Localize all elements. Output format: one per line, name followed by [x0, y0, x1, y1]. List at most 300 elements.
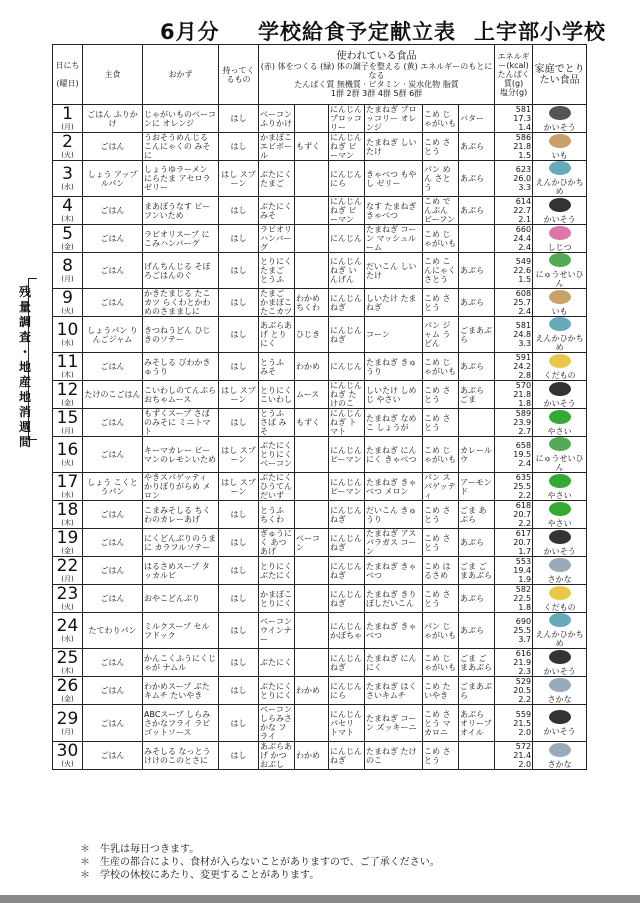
staple-cell: ごはん: [83, 225, 143, 253]
food-icon: [549, 437, 571, 451]
ingredient-cell-g5: こめ さとう: [423, 585, 459, 613]
food-icon: [549, 586, 571, 600]
ingredient-cell-g4: たまねぎ きゃべつ: [365, 557, 423, 585]
family-cell: かいそう: [533, 529, 587, 557]
note-1: ＊ 牛乳は毎日つきます。: [80, 844, 200, 855]
table-row: [53, 705, 587, 742]
table-row: [53, 649, 587, 677]
ingredient-cell-g2: もずく: [295, 133, 329, 161]
ingredient-cell-g3: にんじん ねぎ: [329, 557, 365, 585]
ingredient-cell-g1: ぶたにく ひうてん だいず: [259, 473, 295, 501]
ingredient-cell-g4: たまねぎ なめこ しょうが: [365, 409, 423, 437]
table-row: [53, 529, 587, 557]
day-cell: 5 (金): [53, 225, 83, 253]
family-cell: かいそう: [533, 705, 587, 742]
day-cell: 1 (月): [53, 105, 83, 133]
col-ingredients: 使われている食品 (赤) 体をつくる (緑) 体の調子を整える (黄) エネルギーのもとになる たんぱく質 無機質 · ビタミン · 炭水化物 脂質 1群 2群 3群 4群 5群 6群: [259, 45, 495, 105]
ingredient-cell-g3: にんじん ねぎ: [329, 529, 365, 557]
ingredient-cell-g5: パン スパゲッティ: [423, 473, 459, 501]
ingredient-cell-g2: わかめ ちくわ: [295, 289, 329, 317]
food-icon: [549, 226, 571, 240]
side-label-char: 地: [18, 360, 31, 374]
ingredient-cell-g4: しいたけ しめじ やさい: [365, 381, 423, 409]
ingredient-cell-g1: ぶたにく みそ: [259, 197, 295, 225]
ingredient-cell-g2: [295, 225, 329, 253]
ingredient-cell-g5: パン めん さとう: [423, 161, 459, 197]
ingredient-cell-g1: ぶたにく とりにく: [259, 677, 295, 705]
family-cell: えんかひかちめ: [533, 613, 587, 649]
side-cell: みそしる びわかきゅうり: [143, 353, 219, 381]
ingredient-cell-g3: にんじん ブロッコリー: [329, 105, 365, 133]
staple-cell: ごはん: [83, 353, 143, 381]
ingredient-cell-g1: とりにく たまご とうふ: [259, 253, 295, 289]
ingredient-cell-g6: あぶら: [459, 585, 495, 613]
day-cell: 4 (木): [53, 197, 83, 225]
ingredient-cell-g4: たまねぎ はくさいキムチ: [365, 677, 423, 705]
table-row: [53, 742, 587, 770]
food-icon: [549, 710, 571, 724]
table-row: [53, 225, 587, 253]
family-cell: しじつ: [533, 225, 587, 253]
ingredient-cell-g5: こめ さとう: [423, 742, 459, 770]
staple-cell: しょうパン りんごジャム: [83, 317, 143, 353]
ingredient-cell-g3: にんじん ピーマン: [329, 473, 365, 501]
day-cell: 19 (金): [53, 529, 83, 557]
food-icon: [549, 317, 571, 331]
ingredient-cell-g2: [295, 105, 329, 133]
side-label-char: 消: [18, 405, 31, 419]
staple-cell: ごはん: [83, 437, 143, 473]
side-cell: もずくスープ さばのみそに ミニトマト: [143, 409, 219, 437]
staple-cell: ごはん: [83, 677, 143, 705]
ingredient-cell-g6: ごまあぶら: [459, 677, 495, 705]
staple-cell: ごはん: [83, 409, 143, 437]
ingredient-cell-g3: にんじん: [329, 225, 365, 253]
day-cell: 18 (木): [53, 501, 83, 529]
notes: [80, 843, 440, 882]
day-cell: 26 (金): [53, 677, 83, 705]
month-label: 6月分: [160, 20, 220, 44]
staple-cell: ごはん: [83, 133, 143, 161]
staple-cell: ごはん: [83, 253, 143, 289]
family-cell: えんかひかちめ: [533, 317, 587, 353]
ingredient-cell-g1: かまぼこ エビボール: [259, 133, 295, 161]
ingredient-cell-g5: こめ はるさめ: [423, 557, 459, 585]
ingredient-cell-g4: たまねぎ きゅうり: [365, 353, 423, 381]
day-cell: 9 (火): [53, 289, 83, 317]
ingredient-cell-g1: ぶたにく たまご: [259, 161, 295, 197]
ingredient-cell-g1: ベーコン ウインナー: [259, 613, 295, 649]
ingredient-cell-g6: あぶら ごま: [459, 381, 495, 409]
ingredient-cell-g6: アーモンド: [459, 473, 495, 501]
family-cell: いも: [533, 289, 587, 317]
side-label-char: ・: [18, 345, 31, 359]
ingredient-cell-g4: たまねぎ しいたけ: [365, 133, 423, 161]
carry-cell: はし: [219, 585, 259, 613]
family-cell: やさい: [533, 409, 587, 437]
side-label-char: 産: [18, 375, 31, 389]
table-row: [53, 437, 587, 473]
staple-cell: ごはん ふりかけ: [83, 105, 143, 133]
ingredient-cell-g6: ごま ごまあぶら: [459, 557, 495, 585]
staple-cell: しょう アップルパン: [83, 161, 143, 197]
side-cell: やきスパゲッティ かりぼりがらめ メロン: [143, 473, 219, 501]
carry-cell: はし: [219, 289, 259, 317]
table-row: [53, 613, 587, 649]
family-cell: えんかひかちめ: [533, 161, 587, 197]
staple-cell: たてわりパン: [83, 613, 143, 649]
staple-cell: ごはん: [83, 529, 143, 557]
ingredient-cell-g2: [295, 437, 329, 473]
side-cell: キーマカレー ビーマンのレモンいため: [143, 437, 219, 473]
ingredient-cell-g6: カレールウ: [459, 437, 495, 473]
ingredient-cell-g6: あぶら: [459, 161, 495, 197]
ingredient-cell-g5: こめ さとう: [423, 381, 459, 409]
side-label-char: 量: [18, 300, 31, 314]
ingredient-cell-g2: わかめ: [295, 677, 329, 705]
carry-cell: はし: [219, 225, 259, 253]
ingredient-cell-g1: ぶたにく とりにく ベーコン: [259, 437, 295, 473]
day-cell: 10 (水): [53, 317, 83, 353]
ingredient-cell-g2: [295, 253, 329, 289]
carry-cell: はし: [219, 501, 259, 529]
ingredient-cell-g1: ベーコン ふりかけ: [259, 105, 295, 133]
ingredient-cell-g1: あぶらあげ かつおぶし: [259, 742, 295, 770]
family-cell: やさい: [533, 501, 587, 529]
nutrition-cell: 553 19.4 1.9: [495, 557, 533, 585]
col-staple: 主食: [83, 45, 143, 105]
side-label-char: 調: [18, 315, 31, 329]
ingredient-cell-g5: こめ さとう: [423, 133, 459, 161]
food-icon: [549, 134, 571, 148]
side-label-char: 地: [18, 390, 31, 404]
table-row: [53, 677, 587, 705]
table-row: [53, 317, 587, 353]
ingredient-cell-g4: コーン: [365, 317, 423, 353]
family-cell: さかな: [533, 742, 587, 770]
ingredient-cell-g4: しいたけ たまねぎ: [365, 289, 423, 317]
day-cell: 29 (月): [53, 705, 83, 742]
ingredient-cell-g5: こめ じゃがいも: [423, 105, 459, 133]
table-row: [53, 381, 587, 409]
ingredient-cell-g4: たまねぎ ブロッコリー オレンジ: [365, 105, 423, 133]
ingredient-cell-g6: ごま あぶら: [459, 501, 495, 529]
ingredient-cell-g5: こめ こんにゃく さとう: [423, 253, 459, 289]
ingredient-cell-g5: こめ さとう: [423, 529, 459, 557]
nutrition-cell: 690 25.5 3.7: [495, 613, 533, 649]
ingredient-cell-g2: [295, 161, 329, 197]
side-cell: こいわしのてんぷら おちゃムース: [143, 381, 219, 409]
table-row: [53, 105, 587, 133]
food-icon: [549, 410, 571, 424]
table-row: [53, 409, 587, 437]
staple-cell: しょう こくとうパン: [83, 473, 143, 501]
ingredient-cell-g2: わかめ: [295, 742, 329, 770]
ingredient-cell-g3: にんじん ねぎ: [329, 585, 365, 613]
day-cell: 17 (水): [53, 473, 83, 501]
day-cell: 22 (月): [53, 557, 83, 585]
ingredient-cell-g4: たまねぎ きゃべつ メロン: [365, 473, 423, 501]
ingredient-cell-g1: ぎゅうにく あつあげ: [259, 529, 295, 557]
family-cell: かいそう: [533, 105, 587, 133]
ingredient-cell-g5: こめ たいやき: [423, 677, 459, 705]
ingredient-cell-g4: たまねぎ きりぼしだいこん: [365, 585, 423, 613]
side-cell: ラビオリスープ にこみハンバーグ: [143, 225, 219, 253]
ingredient-cell-g6: [459, 742, 495, 770]
ingredient-cell-g3: にんじん ねぎ: [329, 742, 365, 770]
family-cell: いも: [533, 133, 587, 161]
ingredient-cell-g1: ラビオリ ハンバーグ: [259, 225, 295, 253]
ingredient-cell-g3: にんじん ねぎ: [329, 649, 365, 677]
school-name: 上宇部小学校: [474, 20, 606, 44]
ingredient-cell-g5: こめ じゃがいも: [423, 649, 459, 677]
side-cell: こまみそしる ちくわのカレーあげ: [143, 501, 219, 529]
ingredient-cell-g3: にんじん ねぎ ピーマン: [329, 133, 365, 161]
family-cell: にゅうせいひん: [533, 437, 587, 473]
ingredient-cell-g2: [295, 501, 329, 529]
ingredient-cell-g3: にんじん ねぎ: [329, 501, 365, 529]
food-icon: [549, 558, 571, 572]
nutrition-cell: 589 23.9 2.7: [495, 409, 533, 437]
col-side: おかず: [143, 45, 219, 105]
day-cell: 11 (木): [53, 353, 83, 381]
carry-cell: はし: [219, 613, 259, 649]
ingredient-cell-g6: あぶら オリーブオイル: [459, 705, 495, 742]
family-cell: やさい: [533, 473, 587, 501]
ingredient-cell-g3: にんじん ピーマン: [329, 437, 365, 473]
table-row: [53, 289, 587, 317]
staple-cell: ごはん: [83, 289, 143, 317]
ingredient-cell-g6: [459, 409, 495, 437]
family-cell: さかな: [533, 557, 587, 585]
nutrition-cell: 617 20.7 1.7: [495, 529, 533, 557]
nutrition-cell: 658 19.5 2.4: [495, 437, 533, 473]
ingredient-cell-g5: パン じゃがいも: [423, 613, 459, 649]
table-row: [53, 161, 587, 197]
col-carry: 持ってくるもの: [219, 45, 259, 105]
note-2: ＊ 生産の都合により、食材が入らないことがありますので、ご了承ください。: [80, 857, 440, 868]
ingredient-cell-g6: あぶら: [459, 529, 495, 557]
day-cell: 2 (火): [53, 133, 83, 161]
ingredient-cell-g5: こめ じゃがいも: [423, 353, 459, 381]
side-cell: じゃがいものベーコンに オレンジ: [143, 105, 219, 133]
ingredient-cell-g1: ぶたにく: [259, 649, 295, 677]
ingredient-cell-g4: たまねぎ コーン マッシュルーム: [365, 225, 423, 253]
table-row: [53, 557, 587, 585]
nutrition-cell: 581 17.3 1.4: [495, 105, 533, 133]
side-cell: みそしる なっとう けけのこのとさに: [143, 742, 219, 770]
day-cell: 16 (火): [53, 437, 83, 473]
nutrition-cell: 635 25.5 2.2: [495, 473, 533, 501]
side-cell: おやこどんぶり: [143, 585, 219, 613]
ingredient-cell-g2: [295, 197, 329, 225]
family-cell: にゅうせいひん: [533, 253, 587, 289]
food-icon: [549, 678, 571, 692]
ingredient-cell-g5: こめ じゃがいも: [423, 437, 459, 473]
side-label-char: 間: [18, 435, 31, 449]
ingredient-cell-g3: にんじん ねぎ ピーマン: [329, 197, 365, 225]
ingredient-cell-g2: ひじき: [295, 317, 329, 353]
ingredient-cell-g2: [295, 705, 329, 742]
ingredient-cell-g4: たまねぎ コーン ズッキーニ: [365, 705, 423, 742]
side-cell: まあぼうなす ビーフンいため: [143, 197, 219, 225]
carry-cell: はし: [219, 253, 259, 289]
side-cell: かんこくふうにくじゃが ナムル: [143, 649, 219, 677]
side-cell: しょうゆラーメン にらたま アセロラゼリー: [143, 161, 219, 197]
side-label-char: 残: [18, 285, 31, 299]
nutrition-cell: 572 21.4 2.0: [495, 742, 533, 770]
food-icon: [549, 613, 571, 627]
family-cell: さかな: [533, 677, 587, 705]
carry-cell: はし: [219, 677, 259, 705]
ingredient-cell-g1: とうふ みそ: [259, 353, 295, 381]
nutrition-cell: 586 21.8 1.5: [495, 133, 533, 161]
ingredient-cell-g4: たまねぎ にんにく: [365, 649, 423, 677]
food-icon: [549, 474, 571, 488]
carry-cell: はし: [219, 133, 259, 161]
day-cell: 23 (火): [53, 585, 83, 613]
family-cell: かいそう: [533, 197, 587, 225]
ingredient-cell-g6: ごまあぶら: [459, 317, 495, 353]
side-cell: きつねうどん ひじきのソテー: [143, 317, 219, 353]
nutrition-cell: 614 22.7 2.1: [495, 197, 533, 225]
carry-cell: はし スプーン: [219, 381, 259, 409]
ingredient-cell-g4: たまねぎ にんにく きゃべつ: [365, 437, 423, 473]
ingredient-cell-g2: [295, 557, 329, 585]
carry-cell: はし スプーン: [219, 473, 259, 501]
ingredient-cell-g4: だいこん きゅうり: [365, 501, 423, 529]
nutrition-cell: 618 20.7 2.2: [495, 501, 533, 529]
ingredient-cell-g6: あぶら: [459, 353, 495, 381]
staple-cell: ごはん: [83, 585, 143, 613]
staple-cell: ごはん: [83, 197, 143, 225]
ingredient-cell-g6: バター: [459, 105, 495, 133]
ingredient-cell-g5: こめ さとう マカロニ: [423, 705, 459, 742]
ingredient-cell-g2: [295, 649, 329, 677]
ingredient-cell-g2: ムース: [295, 381, 329, 409]
ingredient-cell-g3: にんじん パセリ トマト: [329, 705, 365, 742]
carry-cell: はし: [219, 409, 259, 437]
ingredient-cell-g2: [295, 585, 329, 613]
ingredient-cell-g5: こめ でんぷん ビーフン: [423, 197, 459, 225]
ingredient-cell-g2: わかめ: [295, 353, 329, 381]
table-row: [53, 133, 587, 161]
nutrition-cell: 581 24.8 3.3: [495, 317, 533, 353]
ingredient-cell-g1: とうふ ちくわ: [259, 501, 295, 529]
side-cell: うおそうめんじる こんにゃくの みそに: [143, 133, 219, 161]
ingredient-cell-g5: こめ じゃがいも: [423, 225, 459, 253]
ingredient-cell-g3: にんじん にら: [329, 677, 365, 705]
nutrition-cell: 549 22.6 1.5: [495, 253, 533, 289]
carry-cell: はし: [219, 649, 259, 677]
ingredient-cell-g1: ベーコン しらみさかな フライ: [259, 705, 295, 742]
side-cell: はるさめスープ タッカルビ: [143, 557, 219, 585]
ingredient-cell-g6: あぶら: [459, 197, 495, 225]
food-icon: [549, 354, 571, 368]
ingredient-cell-g2: もずく: [295, 409, 329, 437]
staple-cell: ごはん: [83, 501, 143, 529]
ingredient-cell-g4: たまねぎ きゃべつ: [365, 613, 423, 649]
ingredient-cell-g3: にんじん ねぎ トマト: [329, 409, 365, 437]
col-energy: エネルギー(kcal) たんぱく質(g) 塩分(g): [495, 45, 533, 105]
ingredient-cell-g2: [295, 613, 329, 649]
staple-cell: ごはん: [83, 705, 143, 742]
ingredient-cell-g6: あぶら: [459, 133, 495, 161]
ingredient-cell-g6: あぶら: [459, 289, 495, 317]
nutrition-cell: 559 21.5 2.0: [495, 705, 533, 742]
ingredient-cell-g1: たまご かまぼこ たこカツ: [259, 289, 295, 317]
col-date: 日にち (曜日): [53, 45, 83, 105]
staple-cell: ごはん: [83, 557, 143, 585]
food-icon: [549, 382, 571, 396]
food-icon: [549, 161, 571, 175]
ingredient-cell-g1: とりにく こいわし: [259, 381, 295, 409]
food-icon: [549, 198, 571, 212]
staple-cell: ごはん: [83, 649, 143, 677]
ingredient-cell-g5: こめ さとう: [423, 409, 459, 437]
ingredient-cell-g6: [459, 225, 495, 253]
ingredient-cell-g6: あぶら: [459, 613, 495, 649]
food-icon: [549, 290, 571, 304]
day-cell: 12 (金): [53, 381, 83, 409]
carry-cell: はし: [219, 742, 259, 770]
table-row: [53, 253, 587, 289]
table-row: [53, 501, 587, 529]
day-cell: 30 (火): [53, 742, 83, 770]
side-cell: にくどんぶりのうまに カラフルソテー: [143, 529, 219, 557]
food-icon: [549, 253, 571, 267]
carry-cell: はし スプーン: [219, 437, 259, 473]
ingredient-cell-g3: にんじん ねぎ たけのこ: [329, 381, 365, 409]
nutrition-cell: 582 22.5 1.8: [495, 585, 533, 613]
family-cell: くだもの: [533, 353, 587, 381]
nutrition-cell: 616 21.9 2.3: [495, 649, 533, 677]
ingredient-cell-g1: かまぼこ とりにく: [259, 585, 295, 613]
ingredient-cell-g2: ベーコン: [295, 529, 329, 557]
family-cell: くだもの: [533, 585, 587, 613]
nutrition-cell: 608 25.7 2.4: [495, 289, 533, 317]
ingredient-cell-g5: こめ さとう: [423, 289, 459, 317]
table-row: [53, 585, 587, 613]
side-label: [14, 285, 36, 450]
side-label-char: 週: [18, 420, 31, 434]
page-title: 学校給食予定献立表: [258, 20, 456, 44]
staple-cell: たけのこごはん: [83, 381, 143, 409]
day-cell: 15 (月): [53, 409, 83, 437]
ingredient-cell-g2: [295, 473, 329, 501]
food-icon: [549, 650, 571, 664]
carry-cell: はし スプーン: [219, 161, 259, 197]
nutrition-cell: 660 24.4 2.4: [495, 225, 533, 253]
food-icon: [549, 106, 571, 120]
ingredient-cell-g4: きゃべつ もやし ゼリー: [365, 161, 423, 197]
ingredient-cell-g1: とうふ さば みそ: [259, 409, 295, 437]
day-cell: 3 (水): [53, 161, 83, 197]
carry-cell: はし: [219, 529, 259, 557]
menu-table: [52, 44, 587, 770]
carry-cell: はし: [219, 353, 259, 381]
carry-cell: はし: [219, 705, 259, 742]
ingredient-cell-g6: ごま ごまあぶら: [459, 649, 495, 677]
staple-cell: ごはん: [83, 742, 143, 770]
ingredient-cell-g1: とりにく ぶたにく: [259, 557, 295, 585]
ingredient-cell-g3: にんじん ねぎ: [329, 289, 365, 317]
bottom-bar: [0, 895, 640, 903]
ingredient-cell-g3: にんじん ねぎ: [329, 317, 365, 353]
carry-cell: はし: [219, 197, 259, 225]
side-cell: げんちんじる そぼろごはんのぐ: [143, 253, 219, 289]
ingredient-cell-g3: にんじん: [329, 353, 365, 381]
